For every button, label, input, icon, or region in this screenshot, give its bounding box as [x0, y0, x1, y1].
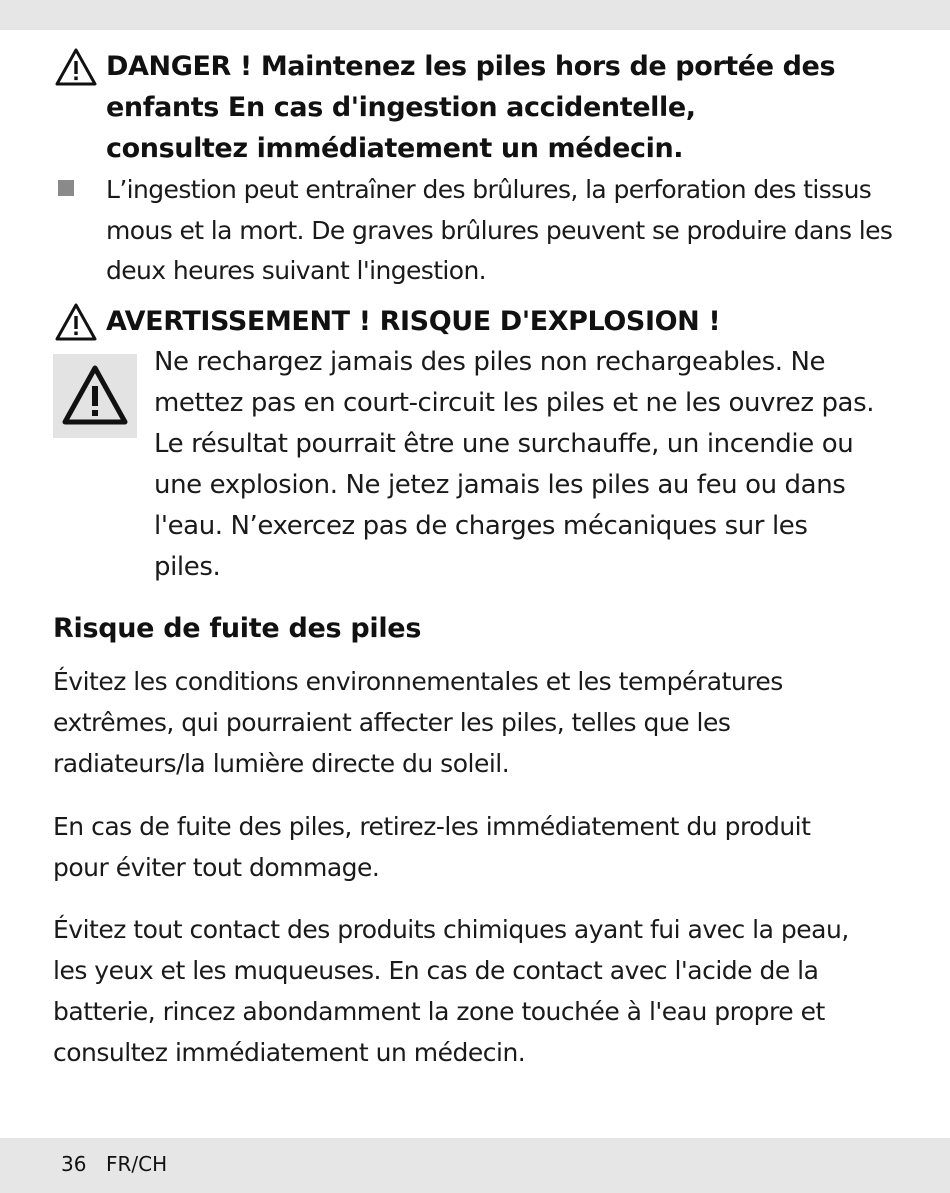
top-band: [0, 0, 950, 30]
warning-triangle-icon: [54, 47, 98, 87]
paragraph: En cas de fuite des piles, retirez-les immédiatement du produit pour éviter tout dommage.: [53, 812, 811, 882]
ingestion-bullet-text: L’ingestion peut entraîner des brûlures, la perforation des tissus mous et la mort. De graves brûlures peuvent se produire dans les deux heures suivant l'ingestion.: [106, 175, 893, 285]
section-title: Risque de fuite des piles: [53, 613, 422, 644]
danger-heading: DANGER ! Maintenez les piles hors de portée des enfants En cas d'ingestion accidentelle, consultez immédiatement un médecin.: [106, 51, 836, 164]
explosion-warning-box: [53, 354, 137, 438]
paragraph: Évitez les conditions environnementales et les températures extrêmes, qui pourraient affecter les piles, telles que les radiateurs/la lumière directe du soleil.: [53, 667, 783, 778]
locale-label: FR/CH: [106, 1152, 168, 1176]
warning-triangle-icon: [54, 302, 98, 342]
paragraph: Évitez tout contact des produits chimiques ayant fui avec la peau, les yeux et les muqueuses. En cas de contact avec l'acide de la batterie, rincez abondamment la zone touchée à l'eau propre et consultez immédiatement un médecin.: [53, 915, 849, 1067]
warning-triangle-icon: [53, 354, 137, 438]
bullet-marker: [58, 180, 74, 196]
page-number: 36: [61, 1152, 87, 1176]
explosion-warning-heading: AVERTISSEMENT ! RISQUE D'EXPLOSION !: [106, 306, 721, 337]
explosion-warning-text: Ne rechargez jamais des piles non rechargeables. Ne mettez pas en court-circuit les piles et ne les ouvrez pas. Le résultat pourrait être une surchauffe, un incendie ou une explosion. Ne jetez jamais les piles au feu ou dans l'eau. N’exercez pas de charges mécaniques sur les piles.: [154, 347, 875, 582]
